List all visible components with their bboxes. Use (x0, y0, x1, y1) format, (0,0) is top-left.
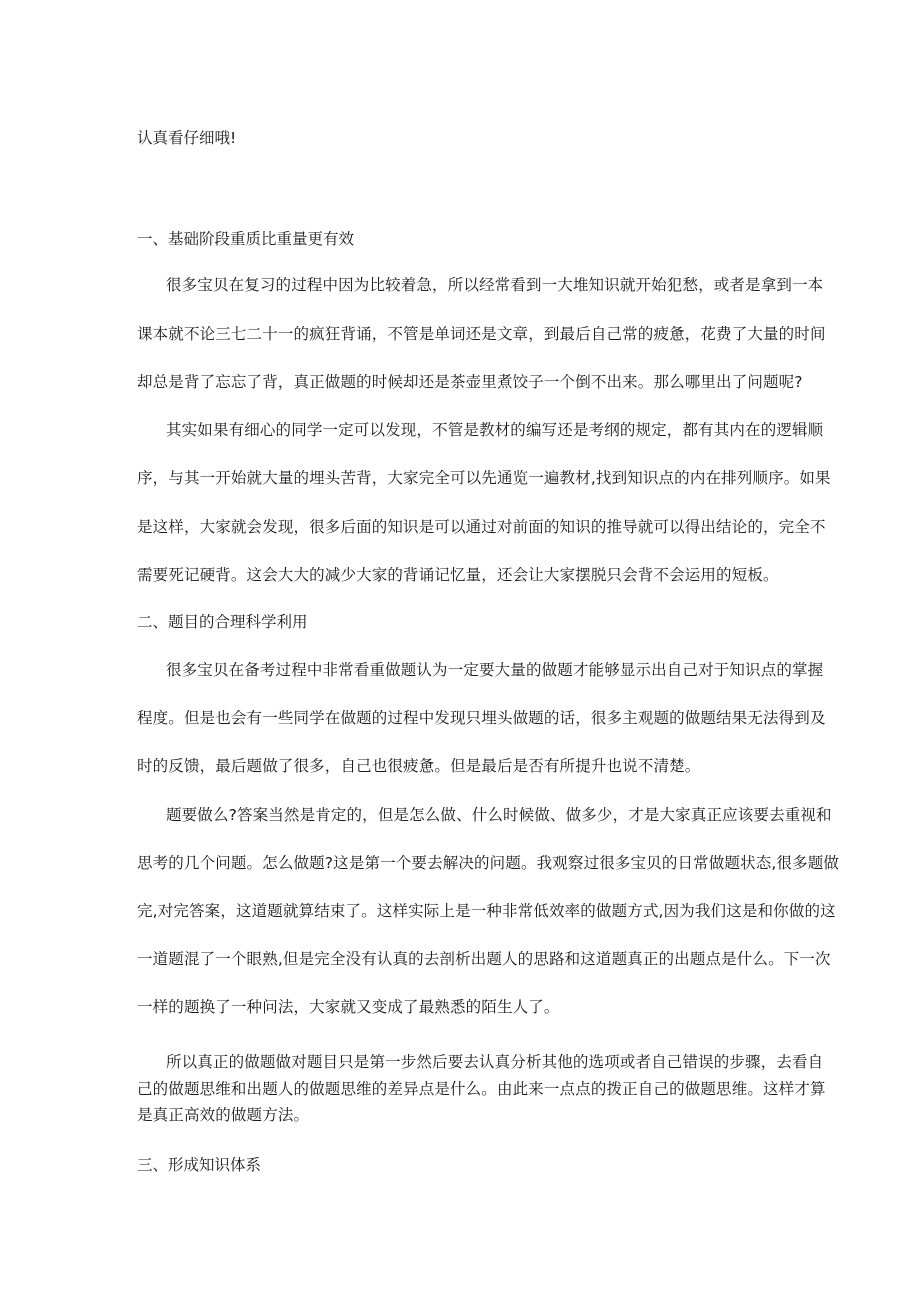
paragraph-line: 需要死记硬背。这会大大的减少大家的背诵记忆量，还会让大家摆脱只会背不会运用的短板。 (137, 566, 779, 584)
intro-line: 认真看仔细哦! (137, 129, 237, 147)
paragraph-line: 序，与其一开始就大量的埋头苦背，大家完全可以先通览一遍教材,找到知识点的内在排列顺序。如果 (137, 469, 831, 487)
paragraph-line: 其实如果有细心的同学一定可以发现，不管是教材的编写还是考纲的规定，都有其内在的逻辑顺 (166, 421, 824, 439)
paragraph-line: 却总是背了忘忘了背，真正做题的时候却还是茶壶里煮饺子一个倒不出来。那么哪里出了问题呢? (137, 373, 803, 391)
paragraph-line: 是真正高效的做题方法。 (137, 1106, 310, 1124)
section-1-heading: 一、基础阶段重质比重量更有效 (137, 230, 355, 248)
paragraph-line: 很多宝贝在备考过程中非常看重做题认为一定要大量的做题才能够显示出自己对于知识点的掌握 (166, 661, 824, 679)
paragraph-line: 时的反馈，最后题做了很多，自己也很疲惫。但是最后是否有所提升也说不清楚。 (137, 757, 701, 775)
section-2-heading: 二、题目的合理科学利用 (137, 613, 308, 631)
paragraph-line: 所以真正的做题做对题目只是第一步然后要去认真分析其他的选项或者自己错误的步骤，去看自 (166, 1053, 824, 1071)
paragraph-line: 课本就不论三七二十一的疯狂背诵，不管是单词还是文章，到最后自己常的疲惫，花费了大量的时间 (137, 325, 826, 343)
paragraph-line: 一道题混了一个眼熟,但是完全没有认真的去剖析出题人的思路和这道题真正的出题点是什么。下一次 (137, 950, 831, 968)
paragraph-line: 思考的几个问题。怎么做题?这是第一个要去解决的问题。我观察过很多宝贝的日常做题状态,很多题做 (137, 854, 840, 872)
paragraph-line: 程度。但是也会有一些同学在做题的过程中发现只埋头做题的话，很多主观题的做题结果无法得到及 (137, 709, 826, 727)
paragraph-line: 是这样，大家就会发现，很多后面的知识是可以通过对前面的知识的推导就可以得出结论的，完全不 (137, 518, 826, 536)
section-3-heading: 三、形成知识体系 (137, 1156, 262, 1174)
paragraph-line: 一样的题换了一种问法，大家就又变成了最熟悉的陌生人了。 (137, 998, 560, 1016)
paragraph-line: 完,对完答案，这道题就算结束了。这样实际上是一种非常低效率的做题方式,因为我们这是和你做的这 (137, 902, 836, 920)
paragraph-line: 己的做题思维和出题人的做题思维的差异点是什么。由此来一点点的拨正自己的做题思维。这样才算 (137, 1080, 826, 1098)
paragraph-line: 题要做么?答案当然是肯定的，但是怎么做、什么时候做、做多少，才是大家真正应该要去重视和 (166, 806, 832, 824)
paragraph-line: 很多宝贝在复习的过程中因为比较着急，所以经常看到一大堆知识就开始犯愁，或者是拿到一本 (166, 276, 824, 294)
